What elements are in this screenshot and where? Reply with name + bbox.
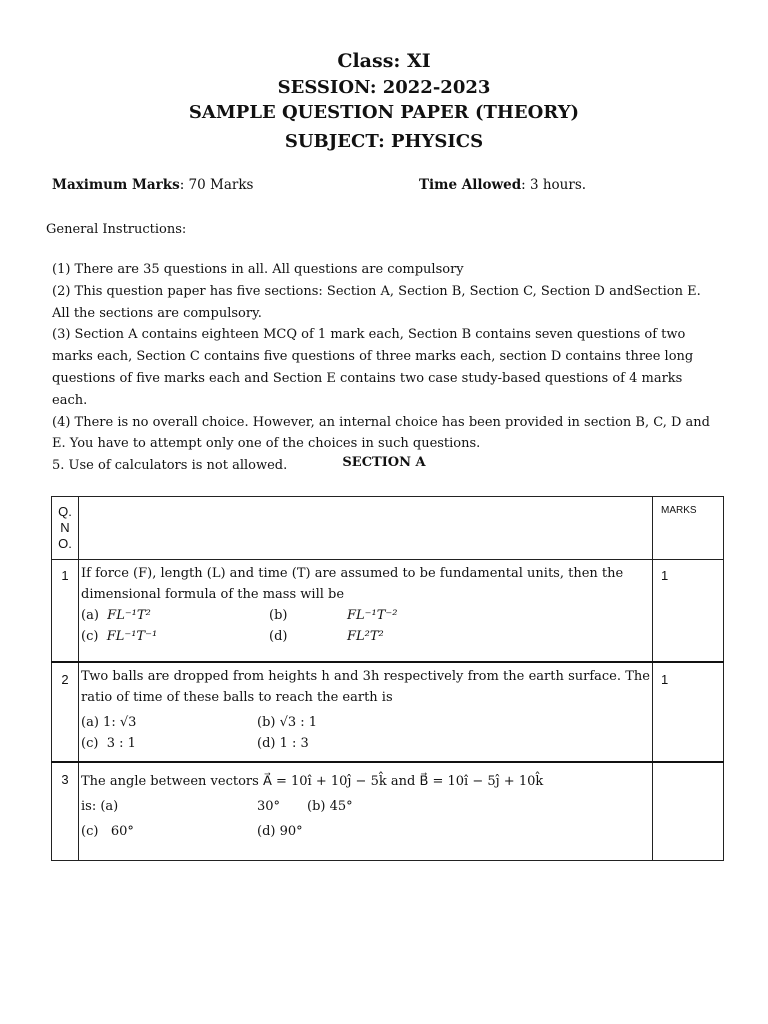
section-title: SECTION A [342,455,426,470]
option-b: FL⁻¹T⁻² [347,608,398,623]
table-row [52,560,724,662]
general-instructions-title: General Instructions: [46,222,187,237]
time-allowed-value: : 3 hours. [521,177,587,193]
question-number: 2 [52,662,79,762]
option-row [81,712,650,733]
questions-table [51,496,724,861]
question-body [79,662,653,762]
option-row [81,794,650,819]
maximum-marks [52,177,253,193]
table-row [52,662,724,762]
session-heading: SESSION: 2022-2023 [277,77,491,98]
instruction-item: (2) This question paper has five sections: Section A, Section B, Section C, Section D andSection E. All the sections are compulsory. [52,283,701,321]
option-row [81,733,650,754]
maximum-marks-label: Maximum Marks [52,177,180,193]
question-marks: 1 [653,662,724,762]
option-b: (b) √3 : 1 [257,714,318,730]
qno-header: Q. N O. [52,497,79,560]
option-b-label: (b) [269,608,288,623]
instruction-item: (1) There are 35 questions in all. All questions are compulsory [52,262,464,277]
option-d: (d) 1 : 3 [257,735,309,751]
question-number: 1 [52,560,79,662]
option-c: (c) FL⁻¹T⁻¹ [81,629,158,644]
instructions-list [52,259,720,477]
subject-heading: SUBJECT: PHYSICS [284,131,484,152]
question-body [79,560,653,662]
option-c: (c) 3 : 1 [81,735,136,751]
class-heading: Class: XI [337,50,431,72]
option-a: (a) FL⁻¹T² [81,608,151,623]
paper-heading: SAMPLE QUESTION PAPER (THEORY) [188,102,580,123]
instruction-item: 5. Use of calculators is not allowed. [52,458,288,474]
marks-header: MARKS [653,497,724,560]
option-row [81,626,650,647]
question-text: If force (F), length (L) and time (T) are assumed to be fundamental units, then the dimensional formula of the mass will be [81,566,624,602]
question-marks [653,762,724,861]
question-text: The angle between vectors A⃗ = 10î + 10ĵ − 5k̂ and B⃗ = 10î − 5ĵ + 10k̂ [81,773,544,789]
header-blank [79,497,653,560]
table-row [52,762,724,861]
option-d-label: (d) [269,629,288,644]
option-a: (a) 1: √3 [81,714,137,730]
instruction-item: (3) Section A contains eighteen MCQ of 1 mark each, Section B contains seven questions of two marks each, Section C contains five questions of three marks each, section D contains three long questions of five marks each and Section E contains two case study-based questions of 4 marks each. [52,327,694,408]
option-row [81,819,650,844]
table-header-row [52,497,724,560]
instruction-item: (4) There is no overall choice. However, an internal choice has been provided in section B, C, D and E. You have to attempt only one of the choices in such questions. [52,414,710,452]
option-c: (c) 60° [81,823,134,839]
time-allowed-label: Time Allowed [419,177,522,193]
maximum-marks-value: : 70 Marks [179,177,254,193]
question-body [79,762,653,861]
time-allowed [419,177,586,193]
question-line2-prefix: is: (a) [81,798,119,814]
option-a: 30° [257,798,281,814]
option-d: (d) 90° [257,823,303,839]
option-b: (b) 45° [307,798,353,814]
option-row [81,605,650,626]
question-marks: 1 [653,560,724,662]
question-number: 3 [52,762,79,861]
question-text: Two balls are dropped from heights h and 3h respectively from the earth surface. The ratio of time of these balls to reach the earth is [81,668,650,705]
option-d: FL²T² [347,629,384,644]
